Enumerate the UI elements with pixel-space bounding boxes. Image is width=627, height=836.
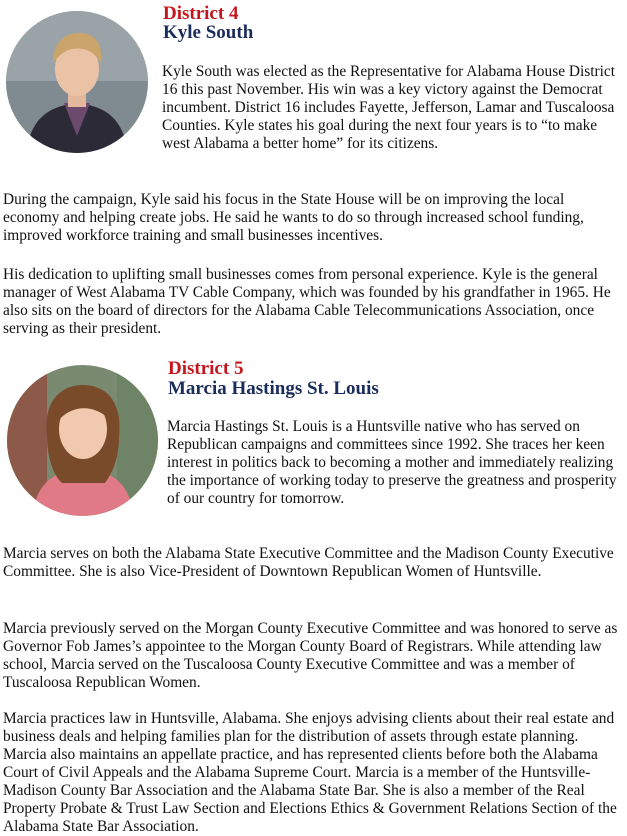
bio-paragraph: Marcia practices law in Huntsville, Alabama. She enjoys advising clients about their real estate and business deals and helping families plan for the distribution of assets through estate planning. Marcia also maintains an appellate practice, and has represented clients before both the Alabama Court of Civil Appeals and the Alabama Supreme Court. Marcia is a member of the Huntsville-Madison County Bar Association and the Alabama State Bar. She is also a member of the Real Property Probate & Trust Law Section and Elections Ethics & Government Relations Section of the Alabama State Bar Association. (3, 710, 617, 835)
bio-intro: Marcia Hastings St. Louis is a Huntsville native who has served on Republican campaigns and committees since 1992. She traces her keen interest in politics back to becoming a mother and immediately realizing the importance of working today to preserve the greatness and prosperity of our country for tomorrow. (167, 418, 617, 507)
bio-paragraph: Marcia serves on both the Alabama State Executive Committee and the Madison County Executive Committee. She is also Vice-President of Downtown Republican Women of Huntsville. (3, 545, 614, 580)
bio-paragraph: His dedication to uplifting small businesses comes from personal experience. Kyle is the general manager of West Alabama TV Cable Company, which was founded by his grandfather in 1965. He also sits on the board of directors for the Alabama Cable Telecommunications Association, once serving as their president. (3, 266, 611, 337)
bio-paragraph: During the campaign, Kyle said his focus in the State House will be on improving the local economy and helping create jobs. He said he wants to do so through increased school funding, improved workforce training and small businesses incentives. (3, 191, 584, 244)
bio-paragraph: Marcia previously served on the Morgan County Executive Committee and was honored to serve as Governor Fob James’s appointee to the Morgan County Board of Registrars. While attending law school, Marcia served on the Tuscaloosa County Executive Committee and was a member of Tuscaloosa Republican Women. (3, 620, 618, 691)
district-heading: District 4 (163, 3, 239, 24)
marcia-hastings-photo (7, 365, 158, 516)
representative-name: Marcia Hastings St. Louis (168, 378, 379, 399)
kyle-south-photo (6, 11, 148, 153)
bio-intro: Kyle South was elected as the Representative for Alabama House District 16 this past November. His win was a key victory against the Democrat incumbent. District 16 includes Fayette, Jefferson, Lamar and Tuscaloosa Counties. Kyle states his goal during the next four years is to “to make west Alabama a better home” for its citizens. (162, 63, 616, 152)
district-heading: District 5 (168, 358, 244, 379)
representative-name: Kyle South (163, 22, 254, 43)
